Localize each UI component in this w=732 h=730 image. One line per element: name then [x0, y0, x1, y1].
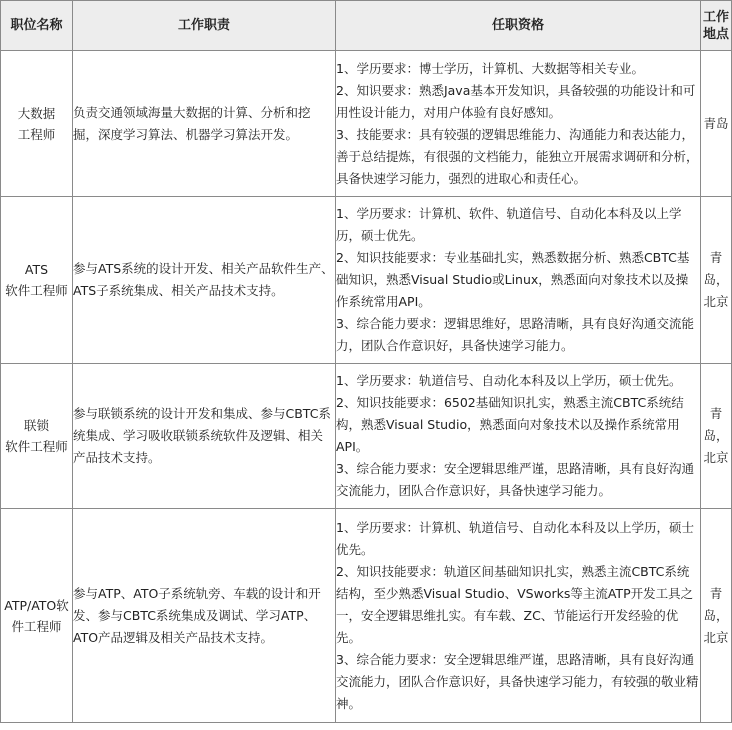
requirement-item: 2、知识技能要求：6502基础知识扎实，熟悉主流CBTC系统结构，熟悉Visual Studio，熟悉面向对象技术以及操作系统常用API。 [336, 395, 684, 454]
requirement-item: 3、综合能力要求：逻辑思维好，思路清晰，具有良好沟通交流能力，团队合作意识好，具备快速学习能力。 [336, 316, 694, 353]
position-name-line2: 软件工程师 [5, 283, 68, 298]
requirements-cell [336, 364, 701, 509]
position-name-line1: 大数据 [17, 105, 56, 121]
position-name-line2: 软件工程师 [5, 439, 68, 454]
header-position-name: 职位名称 [1, 1, 73, 51]
requirements-cell [336, 51, 701, 197]
duty-cell: 负责交通领域海量大数据的计算、分析和挖掘，深度学习算法、机器学习算法开发。 [73, 51, 336, 197]
requirement-item: 3、技能要求：具有较强的逻辑思维能力、沟通能力和表达能力，善于总结提炼，有很强的文档能力，能独立开展需求调研和分析，具备快速学习能力，强烈的进取心和责任心。 [336, 126, 699, 186]
requirement-item: 1、学历要求：轨道信号、自动化本科及以上学历，硕士优先。 [336, 373, 682, 388]
position-name-cell [1, 197, 73, 364]
location-cell [701, 51, 732, 197]
location-line2: 北京 [703, 294, 729, 309]
header-location-line2: 地点 [702, 26, 729, 42]
duty-cell: 参与ATP、ATO子系统轨旁、车载的设计和开发、参与CBTC系统集成及调试、学习ATP、ATO产品逻辑及相关产品技术支持。 [73, 509, 336, 723]
position-name-cell [1, 364, 73, 509]
location-line2: 北京 [703, 629, 729, 645]
requirement-item: 1、学历要求：计算机、软件、轨道信号、自动化本科及以上学历，硕士优先。 [336, 206, 682, 243]
table-row [1, 51, 732, 197]
location-line1: 青岛， [703, 406, 729, 443]
requirement-item: 2、知识技能要求：专业基础扎实，熟悉数据分析、熟悉CBTC基础知识，熟悉Visual Studio或Linux，熟悉面向对象技术以及操作系统常用API。 [336, 250, 690, 309]
header-qualifications: 任职资格 [336, 1, 701, 51]
location-cell [701, 509, 732, 723]
header-row [1, 1, 732, 51]
position-name-line2: 工程师 [17, 126, 56, 142]
position-name-line1: ATP/ATO软 [4, 597, 69, 613]
requirement-item: 3、综合能力要求：安全逻辑思维严谨，思路清晰，具有良好沟通交流能力，团队合作意识好，具备快速学习能力。 [336, 461, 694, 498]
requirements-cell [336, 509, 701, 723]
header-location [701, 1, 732, 51]
table-row [1, 197, 732, 364]
duty-cell: 参与ATS系统的设计开发、相关产品软件生产、ATS子系统集成、相关产品技术支持。 [73, 197, 336, 364]
position-name-line1: ATS [24, 262, 49, 277]
requirement-item: 2、知识要求：熟悉Java基本开发知识，具备较强的功能设计和可用性设计能力，对用户体验有良好感知。 [336, 82, 696, 120]
location-line2: 北京 [703, 450, 729, 465]
table-row [1, 509, 732, 723]
requirement-item: 3、综合能力要求：安全逻辑思维严谨，思路清晰，具有良好沟通交流能力，团队合作意识好，具备快速学习能力，有较强的敬业精神。 [336, 651, 699, 711]
header-location-line1: 工作 [702, 9, 729, 25]
location-cell [701, 364, 732, 509]
location-line1: 青岛， [703, 250, 729, 287]
header-duties: 工作职责 [73, 1, 336, 51]
requirement-item: 2、知识技能要求：轨道区间基础知识扎实，熟悉主流CBTC系统结构，至少熟悉Visual Studio、VSworks等主流ATP开发工具之一，安全逻辑思维扎实。有车载、ZC、节能运行开发经验的优先。 [336, 563, 694, 645]
requirement-item: 1、学历要求：计算机、轨道信号、自动化本科及以上学历，硕士优先。 [336, 519, 694, 557]
location-line1: 青岛 [703, 115, 729, 131]
position-name-cell [1, 51, 73, 197]
requirement-item: 1、学历要求：博士学历，计算机、大数据等相关专业。 [336, 60, 644, 76]
location-line1: 青岛， [703, 585, 729, 623]
table-row [1, 364, 732, 509]
duty-cell: 参与联锁系统的设计开发和集成、参与CBTC系统集成、学习吸收联锁系统软件及逻辑、相关产品技术支持。 [73, 364, 336, 509]
requirements-cell [336, 197, 701, 364]
position-name-cell [1, 509, 73, 723]
position-name-line2: 件工程师 [11, 618, 62, 634]
position-name-line1: 联锁 [23, 418, 49, 433]
location-cell [701, 197, 732, 364]
